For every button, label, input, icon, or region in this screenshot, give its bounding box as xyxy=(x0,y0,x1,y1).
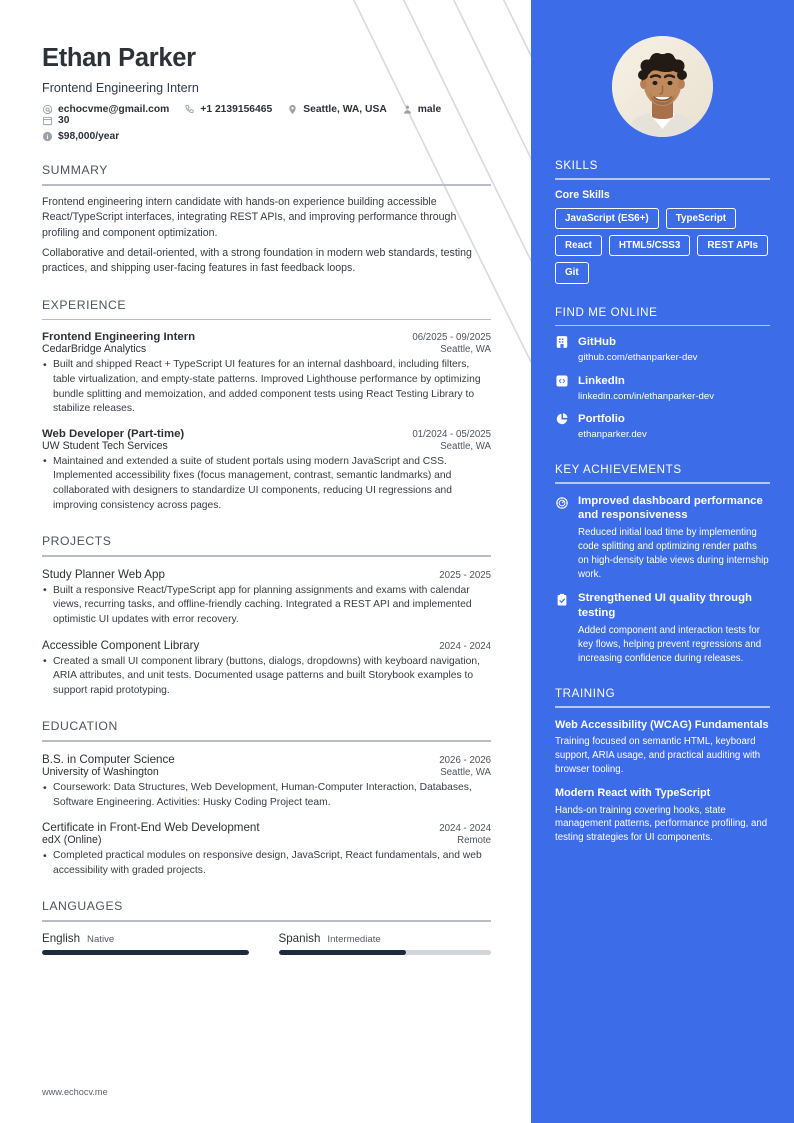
summary-paragraph: Collaborative and detail-oriented, with a strong foundation in modern web standards, testing practices, and shipping user-facing features in fast feedback loops. xyxy=(42,246,472,275)
summary-paragraph: Frontend engineering intern candidate with hands-on experience building accessible React/TypeScript interfaces, integrating REST APIs, and improving performance through profiling and component optimization. xyxy=(42,195,457,239)
achievements-heading: KEY ACHIEVEMENTS xyxy=(555,463,682,477)
section-divider xyxy=(42,184,491,186)
language-name: English xyxy=(42,932,81,946)
entry-bullets xyxy=(42,655,491,699)
entry-organization: edX (Online) xyxy=(42,834,102,847)
section-divider xyxy=(42,920,491,922)
entry-organization: CedarBridge Analytics xyxy=(42,343,147,356)
link-top xyxy=(555,374,770,388)
profile-photo xyxy=(612,36,713,137)
online-link-github[interactable] xyxy=(555,335,770,364)
entry-date: 2024 - 2024 xyxy=(439,823,491,835)
training-item xyxy=(555,786,770,844)
bullet-item: • Created a small UI component library (buttons, dialogs, dropdowns) with keyboard navigation, ARIA attributes, and unit tests. Documented usage patterns and built Storybook examples to support rapid prototyping. xyxy=(42,655,491,699)
entry-date: 06/2025 - 09/2025 xyxy=(412,332,491,344)
entry-title-row xyxy=(42,821,491,834)
contact-email-value: echocvme@gmail.com xyxy=(58,104,170,116)
experience-heading: EXPERIENCE xyxy=(42,297,127,312)
sidebar-divider xyxy=(555,178,770,180)
bullet-item: • Built a responsive React/TypeScript app for planning assignments and exams with calendar views, recurring tasks, and offline-friendly caching. Integrated a REST API and implemented optimistic UI updates with error recovery. xyxy=(42,584,491,628)
section-divider xyxy=(42,555,491,557)
bullet-item: • Built and shipped React + TypeScript UI features for an internal dashboard, including filters, table virtualization, and empty-state patterns. Improved Lighthouse performance by optimizing bundle splitting and memoization, and added component tests using React Testing Library to stabilize releases. xyxy=(42,358,491,416)
link-top xyxy=(555,335,770,349)
summary-heading: SUMMARY xyxy=(42,163,108,178)
online-heading: FIND ME ONLINE xyxy=(555,305,658,319)
online-link-portfolio[interactable] xyxy=(555,412,770,441)
entry-title-row xyxy=(42,331,491,343)
contact-email[interactable] xyxy=(42,104,169,115)
entry-organization: UW Student Tech Services xyxy=(42,439,168,452)
clipboard-check-icon xyxy=(555,593,569,607)
portfolio-icon xyxy=(555,412,569,426)
sidebar-section-achievements xyxy=(555,463,770,665)
entry-date: 01/2024 - 05/2025 xyxy=(412,428,491,440)
entry-date: 2024 - 2024 xyxy=(439,640,491,652)
language-progress-fill xyxy=(279,950,407,955)
training-title: Web Accessibility (WCAG) Fundamentals xyxy=(555,718,769,731)
achievement-desc: Reduced initial load time by implementing code splitting and optimizing render paths on high-density table views during internship work. xyxy=(578,527,769,580)
entry-org-row xyxy=(42,440,491,452)
sidebar-divider xyxy=(555,325,770,327)
skill-tag: HTML5/CSS3 xyxy=(609,235,690,256)
contact-gender-value: male xyxy=(417,104,442,116)
contact-phone-value: +1 2139156465 xyxy=(200,104,273,116)
skill-tag: TypeScript xyxy=(666,208,736,229)
email-icon xyxy=(42,104,53,115)
languages-heading: LANGUAGES xyxy=(42,899,123,914)
entry-bullets xyxy=(42,849,491,878)
contact-age-value: 30 xyxy=(58,115,70,127)
contact-location-value: Seattle, WA, USA xyxy=(303,104,387,116)
summary-body xyxy=(42,195,491,277)
section-projects xyxy=(42,534,491,698)
contact-age xyxy=(42,115,69,126)
training-heading: TRAINING xyxy=(555,687,616,701)
bullet-item: • Coursework: Data Structures, Web Development, Human-Computer Interaction, Databases, Software Engineering. Activities: Husky Coding Project team. xyxy=(42,781,491,810)
entry-location: Seattle, WA xyxy=(440,344,491,356)
entry-title: Web Developer (Part-time) xyxy=(42,427,185,440)
entry-location: Remote xyxy=(457,835,491,847)
page-title: Ethan Parker xyxy=(42,44,196,72)
contact-gender xyxy=(402,104,441,115)
contact-location[interactable] xyxy=(287,104,387,115)
education-heading: EDUCATION xyxy=(42,719,118,734)
photo-wrap xyxy=(555,0,770,137)
language-progress-fill xyxy=(42,950,249,955)
entry-org-row xyxy=(42,834,491,846)
contact-block xyxy=(42,104,491,142)
language-level: Native xyxy=(87,934,115,946)
entry-org-row xyxy=(42,343,491,355)
training-title: Modern React with TypeScript xyxy=(555,787,711,800)
skills-heading: SKILLS xyxy=(555,159,598,172)
language-level: Intermediate xyxy=(327,934,381,946)
location-icon xyxy=(287,104,298,115)
sidebar-divider xyxy=(555,482,770,484)
bullet-item: • Completed practical modules on responsive design, JavaScript, React fundamentals, and web accessibility with graded projects. xyxy=(42,849,491,878)
achievement-title: Strengthened UI quality through testing xyxy=(578,592,753,620)
link-url[interactable]: github.com/ethanparker-dev xyxy=(578,352,698,364)
achievement-body xyxy=(578,591,770,665)
link-label: Portfolio xyxy=(578,412,625,425)
entry-location: Seattle, WA xyxy=(440,440,491,452)
svg-text:i: i xyxy=(46,134,49,142)
salary-icon xyxy=(42,131,53,142)
entry-bullets xyxy=(42,781,491,810)
sidebar xyxy=(531,0,794,1123)
language-name: Spanish xyxy=(278,932,321,946)
training-desc: Training focused on semantic HTML, keyboard support, ARIA usage, and practical auditing with browser tooling. xyxy=(555,736,761,775)
link-top xyxy=(555,412,770,426)
skill-tag: Git xyxy=(555,262,589,283)
project-entry xyxy=(42,639,491,699)
skills-group-label: Core Skills xyxy=(555,188,610,201)
entry-title-row xyxy=(42,639,491,652)
contact-salary xyxy=(42,131,119,142)
entry-date: 2026 - 2026 xyxy=(439,755,491,767)
language-progress-track xyxy=(42,950,249,955)
entry-bullets xyxy=(42,358,491,416)
contact-phone[interactable] xyxy=(184,104,272,115)
achievement-item xyxy=(555,591,770,665)
contact-row-1 xyxy=(42,104,491,126)
languages-grid xyxy=(42,932,491,955)
section-divider xyxy=(42,319,491,321)
skill-tag-list xyxy=(555,208,770,284)
language-item xyxy=(267,932,492,955)
sidebar-section-training xyxy=(555,687,770,845)
bullet-item: • Maintained and extended a suite of student portals using modern JavaScript and CSS. Implemented accessibility fixes (focus management, contrast, semantic landmarks) and collaborated with designers to standardize UI components, reducing UI regressions and improving consistency across pages. xyxy=(42,455,491,513)
contact-salary-value: $98,000/year xyxy=(58,131,120,143)
entry-organization: University of Washington xyxy=(42,766,159,779)
skill-tag: REST APIs xyxy=(697,235,768,256)
link-label: GitHub xyxy=(578,336,616,349)
achievement-desc: Added component and interaction tests for key flows, helping prevent regressions and increasing confidence during releases. xyxy=(578,625,762,664)
experience-entry xyxy=(42,331,491,416)
link-url[interactable]: linkedin.com/in/ethanparker-dev xyxy=(578,390,714,402)
gauge-icon xyxy=(555,496,569,510)
section-education xyxy=(42,719,491,878)
phone-icon xyxy=(184,104,195,115)
training-item xyxy=(555,718,770,776)
section-summary xyxy=(42,163,491,276)
achievement-title: Improved dashboard performance and responsiveness xyxy=(578,494,763,522)
sidebar-divider xyxy=(555,706,770,708)
linkedin-icon xyxy=(555,374,569,388)
section-languages xyxy=(42,899,491,954)
projects-heading: PROJECTS xyxy=(42,534,112,549)
language-head xyxy=(42,932,249,945)
entry-title: Accessible Component Library xyxy=(42,638,200,652)
entry-location: Seattle, WA xyxy=(440,767,491,779)
language-progress-track xyxy=(279,950,492,955)
link-label: LinkedIn xyxy=(578,374,625,387)
entry-title: Frontend Engineering Intern xyxy=(42,331,196,344)
achievement-body xyxy=(578,494,770,582)
entry-title: Certificate in Front-End Web Development xyxy=(42,821,260,835)
education-entry xyxy=(42,821,491,878)
entry-date: 2025 - 2025 xyxy=(439,569,491,581)
language-head xyxy=(279,932,492,945)
entry-org-row xyxy=(42,766,491,778)
language-item xyxy=(42,932,267,955)
education-entry xyxy=(42,753,491,810)
calendar-icon xyxy=(42,115,53,126)
sidebar-section-skills xyxy=(555,159,770,284)
entry-title-row xyxy=(42,568,491,581)
avatar xyxy=(612,36,713,137)
achievement-item xyxy=(555,494,770,582)
entry-title-row xyxy=(42,428,491,440)
footer-url[interactable]: www.echocv.me xyxy=(42,1087,108,1097)
sidebar-section-online xyxy=(555,306,770,441)
skill-tag: JavaScript (ES6+) xyxy=(555,208,659,229)
entry-title: B.S. in Computer Science xyxy=(42,753,175,767)
training-desc: Hands-on training covering hooks, state management patterns, performance profiling, and testing strategies for UI components. xyxy=(555,804,768,844)
section-experience xyxy=(42,298,491,513)
section-divider xyxy=(42,740,491,742)
contact-row-2 xyxy=(42,131,491,142)
job-headline: Frontend Engineering Intern xyxy=(42,81,199,96)
link-url[interactable]: ethanparker.dev xyxy=(578,428,647,440)
entry-title: Study Planner Web App xyxy=(42,567,165,581)
entry-bullets xyxy=(42,455,491,513)
entry-bullets xyxy=(42,584,491,628)
github-icon xyxy=(555,335,569,349)
online-link-linkedin[interactable] xyxy=(555,374,770,403)
experience-entry xyxy=(42,428,491,513)
project-entry xyxy=(42,568,491,628)
entry-title-row xyxy=(42,753,491,766)
person-icon xyxy=(402,104,413,115)
skill-tag: React xyxy=(555,235,602,256)
